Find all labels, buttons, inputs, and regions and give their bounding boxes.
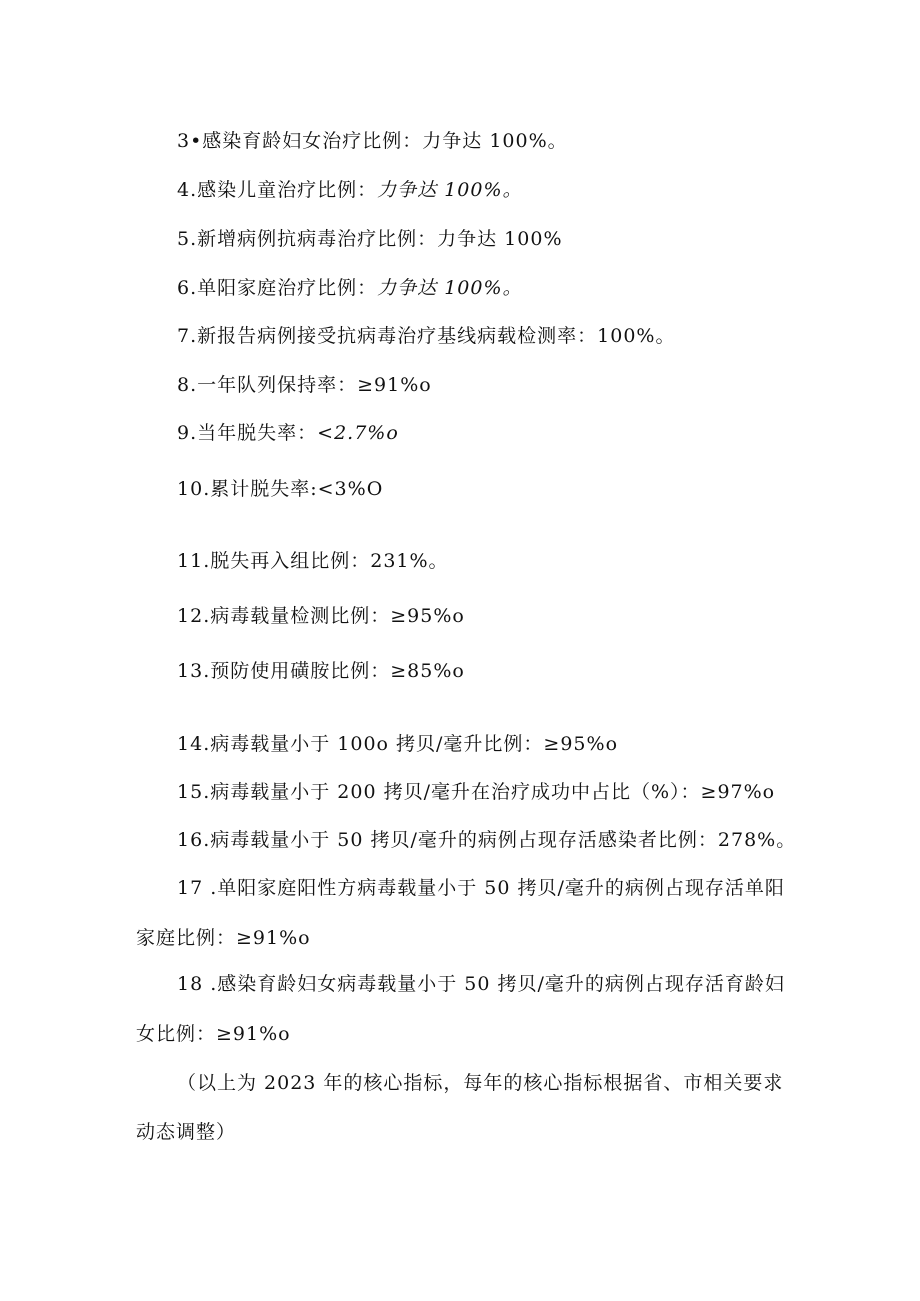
item-number: 3•	[177, 130, 203, 152]
item-number: 6	[177, 277, 191, 299]
item-separator: .	[203, 781, 211, 803]
item-separator: .	[190, 179, 198, 201]
list-item	[177, 780, 775, 804]
item-text-italic: 力争达 100%。	[377, 277, 523, 299]
list-item	[177, 732, 618, 756]
item-number: 13	[177, 660, 204, 682]
item-text-italic: <2.7%o	[317, 422, 399, 444]
item-number: 12	[177, 605, 204, 627]
item-separator: .	[190, 374, 198, 396]
item-text: 新报告病例接受抗病毒治疗基线病载检测率：100%。	[197, 325, 676, 347]
item-text: 病毒载量小于 200 拷贝/毫升在治疗成功中占比（%）：≥97%o	[210, 781, 776, 803]
item-number: 10	[177, 478, 204, 500]
list-item	[177, 659, 465, 683]
footnote-line1	[177, 1071, 783, 1095]
item-separator: .	[203, 605, 211, 627]
item-separator: .	[203, 733, 211, 755]
item-text: 脱失再入组比例：231%。	[210, 550, 449, 572]
item-separator: .	[190, 422, 198, 444]
item-number: 5	[177, 228, 191, 250]
list-item-18-line1	[177, 972, 785, 996]
list-item	[177, 828, 796, 852]
list-item	[177, 477, 383, 501]
list-item	[177, 549, 449, 573]
list-item	[177, 276, 523, 300]
item-text: 感染儿童治疗比例：	[197, 179, 378, 201]
list-item	[177, 604, 465, 628]
item-number: 14	[177, 733, 204, 755]
item-text: .单阳家庭阳性方病毒载量小于 50 拷贝/毫升的病例占现存活单阳	[203, 877, 785, 899]
item-number: 4	[177, 179, 191, 201]
item-separator: .	[203, 660, 211, 682]
item-separator: .	[190, 277, 198, 299]
item-text: 家庭比例：≥91%o	[136, 927, 311, 949]
list-item	[177, 178, 523, 202]
item-number: 15	[177, 781, 204, 803]
list-item-17-line2	[136, 926, 311, 950]
item-text: 一年队列保持率：≥91%o	[197, 374, 432, 396]
item-text: 预防使用磺胺比例：≥85%o	[210, 660, 465, 682]
item-number: 9	[177, 422, 191, 444]
item-text: 累计脱失率:<3%O	[210, 478, 384, 500]
list-item	[177, 373, 432, 397]
item-text: 当年脱失率：	[197, 422, 318, 444]
item-text: 新增病例抗病毒治疗比例：力争达 100%	[197, 228, 563, 250]
item-number: 11	[177, 550, 204, 572]
item-number: 17	[177, 877, 204, 899]
item-text: 单阳家庭治疗比例：	[197, 277, 378, 299]
list-item	[177, 324, 675, 348]
item-separator: .	[203, 829, 211, 851]
list-item-18-line2	[136, 1022, 291, 1046]
item-separator: .	[203, 478, 211, 500]
item-number: 8	[177, 374, 191, 396]
item-text-italic: 力争达 100%。	[377, 179, 523, 201]
footnote-line2	[136, 1120, 236, 1144]
footnote-text: 动态调整）	[136, 1121, 237, 1143]
item-number: 16	[177, 829, 204, 851]
item-text: 病毒载量小于 100o 拷贝/毫升比例：≥95%o	[210, 733, 619, 755]
item-text: .感染育龄妇女病毒载量小于 50 拷贝/毫升的病例占现存活育龄妇	[203, 973, 785, 995]
item-text: 病毒载量检测比例：≥95%o	[210, 605, 465, 627]
list-item-17-line1	[177, 876, 785, 900]
item-separator: .	[203, 550, 211, 572]
item-text: 病毒载量小于 50 拷贝/毫升的病例占现存活感染者比例：278%。	[210, 829, 797, 851]
item-text: 女比例：≥91%o	[136, 1023, 291, 1045]
item-number: 18	[177, 973, 204, 995]
list-item	[177, 129, 568, 153]
item-separator: .	[190, 228, 198, 250]
list-item	[177, 227, 563, 251]
item-number: 7	[177, 325, 191, 347]
list-item	[177, 421, 399, 445]
footnote-text: （以上为 2023 年的核心指标，每年的核心指标根据省、市相关要求	[177, 1072, 784, 1094]
item-separator: .	[190, 325, 198, 347]
item-text: 感染育龄妇女治疗比例：力争达 100%。	[202, 130, 568, 152]
